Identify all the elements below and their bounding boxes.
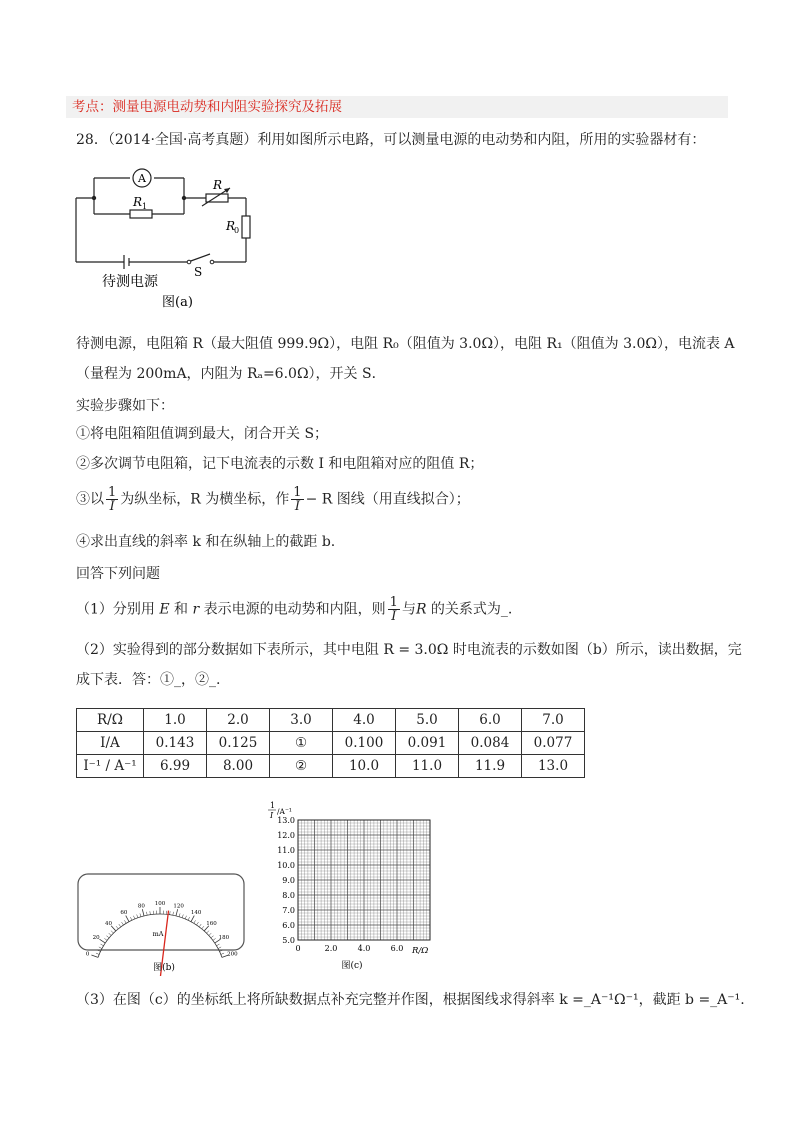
figure-a-caption: 图(a) (162, 295, 193, 310)
figure-b-caption: 图(b) (153, 963, 175, 973)
y-tick-label: 12.0 (277, 831, 295, 840)
meter-tick-label: 180 (218, 934, 230, 941)
equipment-line-1: 待测电源，电阻箱 R（最大阻值 999.9Ω），电阻 R₀（阻值为 3.0Ω），电阻 R₁（阻值为 3.0Ω），电流表 A (76, 336, 735, 352)
y-label-denominator: I (270, 811, 274, 820)
steps-title: 实验步骤如下： (76, 398, 174, 414)
y-tick-label: 6.0 (282, 921, 295, 930)
meter-tick-label: 160 (206, 920, 217, 927)
x-tick-label: 0 (295, 944, 301, 953)
meter-tick (91, 955, 98, 957)
y-label-numerator: 1 (270, 801, 276, 810)
meter-tick-label: 0 (85, 951, 90, 958)
meter-tick-label: 100 (154, 901, 166, 907)
table-cell: 10.0 (333, 755, 396, 778)
table-cell: 4.0 (333, 709, 396, 732)
table-cell: 0.100 (333, 732, 396, 755)
table-cell: 2.0 (207, 709, 270, 732)
table-cell: 6.99 (144, 755, 207, 778)
question-1: （1）分别用 E 和 r 表示电源的电动势和内阻，则 $\frac{1}{I}$ 与R 的关系式为_. (76, 595, 513, 624)
x-tick-label: 2.0 (324, 944, 338, 953)
x-tick-label: 6.0 (390, 944, 404, 953)
table-row (77, 709, 585, 732)
ammeter-label: A (138, 172, 146, 185)
r0-subscript: 0 (234, 226, 240, 235)
table-cell: 0.125 (207, 732, 270, 755)
graph-paper (262, 800, 442, 976)
step-2: ②多次调节电阻箱，记下电流表的示数 I 和电阻箱对应的阻值 R； (76, 456, 484, 472)
fraction-one-over-i: $\frac{1}{I}$ (108, 485, 117, 514)
data-table (76, 708, 585, 778)
table-cell: 3.0 (270, 709, 333, 732)
y-label-unit: /A⁻¹ (277, 807, 292, 816)
r1-subscript: 1 (142, 202, 148, 211)
table-row (77, 732, 585, 755)
step-3 (76, 486, 470, 513)
table-cell: ① (270, 732, 333, 755)
y-tick-label: 9.0 (282, 876, 295, 885)
table-cell: 11.9 (459, 755, 522, 778)
table-cell: R/Ω (77, 709, 144, 732)
figure-c-caption: 图(c) (341, 961, 363, 971)
meter-unit: mA (152, 930, 164, 938)
equipment-line-2: （量程为 200mA，内阻为 Rₐ=6.0Ω），开关 S． (76, 366, 386, 382)
y-tick-label: 7.0 (282, 906, 295, 915)
table-cell: 0.091 (396, 732, 459, 755)
table-row (77, 755, 585, 778)
meter-tick (96, 953, 99, 954)
question-intro: 28．（2014·全国·高考真题）利用如图所示电路，可以测量电源的电动势和内阻，所用的实验器材有： (76, 132, 706, 148)
table-cell: I⁻¹ / A⁻¹ (77, 755, 144, 778)
source-label: 待测电源 (102, 274, 158, 290)
table-cell: 5.0 (396, 709, 459, 732)
question-2-line-1: （2）实验得到的部分数据如下表所示，其中电阻 R = 3.0Ω 时电流表的示数如图（b）所示，读出数据，完 (76, 642, 742, 658)
circuit-diagram (70, 160, 270, 320)
meter-tick-label: 60 (120, 910, 128, 917)
table-cell: 0.084 (459, 732, 522, 755)
y-tick-label: 10.0 (277, 861, 295, 870)
table-cell: I/A (77, 732, 144, 755)
table-cell: 0.143 (144, 732, 207, 755)
x-axis-label: R/Ω (412, 946, 429, 956)
y-tick-label: 5.0 (282, 936, 295, 945)
table-cell: 1.0 (144, 709, 207, 732)
y-tick-label: 8.0 (282, 891, 295, 900)
table-cell: 0.077 (522, 732, 585, 755)
y-tick-label: 11.0 (277, 846, 295, 855)
meter-tick-label: 200 (227, 951, 238, 958)
step-3-prefix: ③以 (76, 491, 104, 508)
table-cell: 8.00 (207, 755, 270, 778)
meter-tick (221, 953, 224, 954)
step-3-suffix: − R 图线（用直线拟合）； (305, 491, 470, 508)
switch-label: S (194, 265, 203, 279)
meter-tick-label: 140 (190, 910, 202, 917)
answer-title: 回答下列问题 (76, 566, 160, 582)
table-cell: ② (270, 755, 333, 778)
meter-tick-label: 120 (173, 903, 184, 910)
fraction-one-over-i-2: $\frac{1}{I}$ (293, 485, 302, 514)
step-4: ④求出直线的斜率 k 和在纵轴上的截距 b. (76, 534, 336, 550)
meter-tick-label: 40 (104, 920, 112, 927)
question-3: （3）在图（c）的坐标纸上将所缺数据点补充完整并作图，根据图线求得斜率 k =_A⁻¹Ω⁻¹，截距 b =_A⁻¹. (76, 992, 745, 1008)
topic-banner: 考点：测量电源电动势和内阻实验探究及拓展 (66, 96, 728, 118)
r0-label: R (226, 219, 236, 233)
meter-tick-label: 20 (92, 934, 100, 941)
x-tick-label: 4.0 (357, 944, 371, 953)
step-1: ①将电阻箱阻值调到最大，闭合开关 S； (76, 426, 329, 442)
question-2-line-2: 成下表．答：①_，②_. (76, 672, 221, 688)
r-label: R (213, 178, 223, 192)
fraction-one-over-i-q1: $\frac{1}{I}$ (389, 595, 398, 624)
table-cell: 6.0 (459, 709, 522, 732)
table-cell: 13.0 (522, 755, 585, 778)
y-tick-label: 13.0 (277, 816, 295, 825)
ammeter-dial (76, 872, 248, 976)
table-cell: 7.0 (522, 709, 585, 732)
meter-tick-label: 80 (137, 903, 145, 910)
table-cell: 11.0 (396, 755, 459, 778)
r1-label: R (133, 195, 143, 209)
step-3-mid: 为纵坐标，R 为横坐标，作 (120, 491, 290, 508)
